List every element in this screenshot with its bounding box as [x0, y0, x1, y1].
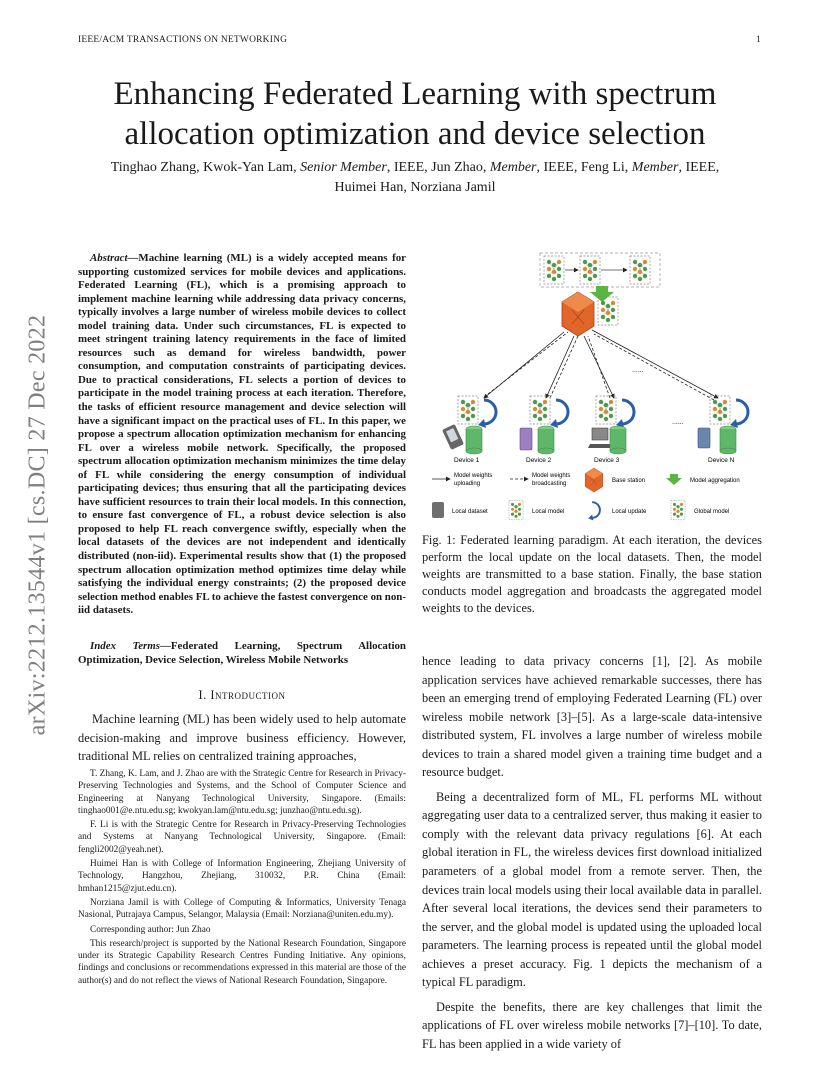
legend-local-dataset: Local dataset [452, 509, 488, 515]
authors-text: , IEEE, [678, 160, 720, 175]
authors-text: Senior Member [300, 160, 387, 175]
upper-ellipsis: ...... [632, 367, 644, 374]
authors-line-2: Huimei Han, Norziana Jamil [334, 180, 496, 195]
authors-text: Member [631, 160, 679, 175]
legend-global-model: Global model [694, 509, 730, 515]
legend-local-update: Local update [612, 509, 647, 515]
footnote: Norziana Jamil is with College of Computing & Informatics, University Tenaga Nasional, Putrajaya Campus, Selangor, Malaysia (Email: Norziana@uniten.edu.my). [78, 897, 406, 921]
intro-para-1: Machine learning (ML) has been widely used to help automate decision-making and improve business efficiency. However, traditional ML relies on centralized training approaches, [78, 712, 406, 764]
device-3-label: Device 3 [594, 457, 620, 464]
index-terms-label: Index Terms [90, 640, 161, 652]
arxiv-stamp-text: arXiv:2212.13544v1 [cs.DC] 27 Dec 2022 [24, 314, 51, 736]
title-line-1: Enhancing Federated Learning with spectrum [113, 76, 717, 112]
running-header: IEEE/ACM TRANSACTIONS ON NETWORKING [78, 35, 288, 45]
authors-text: , IEEE, Feng Li, [536, 160, 632, 175]
section-heading-introduction: I. Introduction [198, 688, 286, 702]
figure-1-caption: Fig. 1: Federated learning paradigm. At each iteration, the devices perform the local update on the local datasets. Then, the model weights are transmitted to a base station. Finally, the base station conducts model aggregation and broadcasts the aggregated model weights to the devices. [422, 533, 762, 615]
legend-aggregation: Model aggregation [690, 478, 740, 484]
device-n-label: Device N [708, 457, 735, 464]
footnote: F. Li is with the Strategic Centre for Research in Privacy-Preserving Technologies and Systems at Nanyang Technological University, Singapore. (Email: fengli2002@yeah.net). [78, 820, 406, 855]
page-number: 1 [756, 35, 761, 45]
legend-broadcasting-line1: Model weights [532, 473, 571, 479]
index-terms-text: —Federated Learning, Spectrum Allocation Optimization, Device Selection, Wireless Mobile Networks [78, 640, 406, 666]
authors-text: Member [489, 160, 537, 175]
legend-uploading-line1: Model weights [454, 473, 493, 479]
legend-broadcasting-line2: broadcasting [532, 481, 567, 487]
legend-uploading-line2: uploading [454, 481, 481, 487]
index-terms [78, 640, 406, 667]
intro-paragraph [78, 710, 406, 766]
right-column-body [422, 652, 762, 1059]
authors-text: , IEEE, Jun Zhao, [386, 160, 490, 175]
paper-title [60, 74, 770, 154]
author-list [80, 158, 750, 198]
abstract [78, 252, 406, 618]
body-paragraph: Despite the benefits, there are key challenges that limit the applications of FL over wireless mobile networks [7]–[10]. To date, FL has been applied in a wide variety of [422, 999, 762, 1051]
device-2-label: Device 2 [526, 457, 552, 464]
device-ellipsis: ...... [672, 419, 684, 426]
footnote: Corresponding author: Jun Zhao [90, 924, 211, 935]
legend-local-model: Local model [532, 509, 565, 515]
footnotes [78, 768, 406, 989]
authors-line-1 [80, 158, 750, 178]
device-1-label: Device 1 [454, 457, 480, 464]
abstract-text: —Machine learning (ML) is a widely accepted means for supporting customized services for mobile devices and applications. Federated Learning (FL), which is a promising approach to implement machine learning while addressing data privacy concerns, typically involves a large number of wireless mobile devices to collect model training data. Under such circumstances, FL is expected to meet stringent training latency requirements in the face of limited resources such as demand for wireless bandwidth, power consumption, and computation constraints of participating devices. Due to practical considerations, FL selects a portion of devices to participate in the model training process at each iteration. Therefore, the tasks of efficient resource management and device selection will have a significant impact on the practical uses of FL. In this paper, we propose a spectrum allocation optimization mechanism for enhancing FL over a wireless mobile network. Specifically, the proposed spectrum allocation optimization mechanism minimizes the time delay of FL while considering the energy consumption of individual participating devices; thus ensuring that all the participating devices have sufficient resources to train their local models. In this connection, to ensure fast convergence of FL, a robust device selection is also proposed to help FL reach convergence swiftly, especially when the local datasets of the devices are not independent and identically distributed (non-iid). Experimental results show that (1) the proposed spectrum allocation optimization method optimizes time delay while satisfying the individual energy constraints; (2) the proposed device selection method enables FL to achieve the fastest convergence on non-iid datasets. [78, 252, 406, 617]
body-paragraph: hence leading to data privacy concerns [1], [2]. As mobile application services have achieved remarkable successes, there has been an emerging trend of employing Federated Learning (FL) over wireless mobile network [3]–[5]. As a large-scale data-intensive distributed system, FL involves a large number of wireless mobile devices to train a shared model given a training time budget and a resource budget. [422, 654, 762, 780]
abstract-label: Abstract [90, 252, 128, 264]
figure-1-diagram [428, 248, 768, 528]
body-paragraph: Being a decentralized form of ML, FL performs ML without aggregating user data to a centralized server, thus making it easier to comply with the relevant data privacy regulations [6]. At each global iteration in FL, the wireless devices first download initialized parameters of a global model from a remote server. Then, the devices train local models using their local available data in parallel. After several local iterations, the devices send their parameters to the server, and the global model is updated using the uploaded local parameters. The learning process is repeated until the global model achieves a preset accuracy. Fig. 1 depicts the mechanism of a typical FL paradigm. [422, 789, 762, 990]
arxiv-stamp[interactable] [18, 290, 58, 760]
footnote: T. Zhang, K. Lam, and J. Zhao are with the Strategic Centre for Research in Privacy-Preserving Technologies and Systems, and the School of Computer Science and Engineering at Nanyang Technological University, Singapore. (Emails: tinghao001@e.ntu.edu.sg; kwokyan.lam@ntu.edu.sg; junzhao@ntu.edu.sg). [78, 769, 406, 816]
title-line-2: allocation optimization and device selection [124, 116, 706, 152]
footnote: This research/project is supported by the National Research Foundation, Singapore under its Strategic Capability Research Centres Funding Initiative. Any opinions, findings and conclusions or recommendations expressed in this material are those of the author(s) and do not reflect the views of National Research Foundation, Singapore. [78, 938, 406, 986]
legend-base-station: Base station [612, 478, 646, 484]
footnote: Huimei Han is with College of Information Engineering, Zhejiang University of Technology, Hangzhou, Zhejiang, 310032, P.R. China (Email: hmhan1215@zjut.edu.cn). [78, 859, 406, 894]
authors-text: Tinghao Zhang, Kwok-Yan Lam, [110, 160, 301, 175]
